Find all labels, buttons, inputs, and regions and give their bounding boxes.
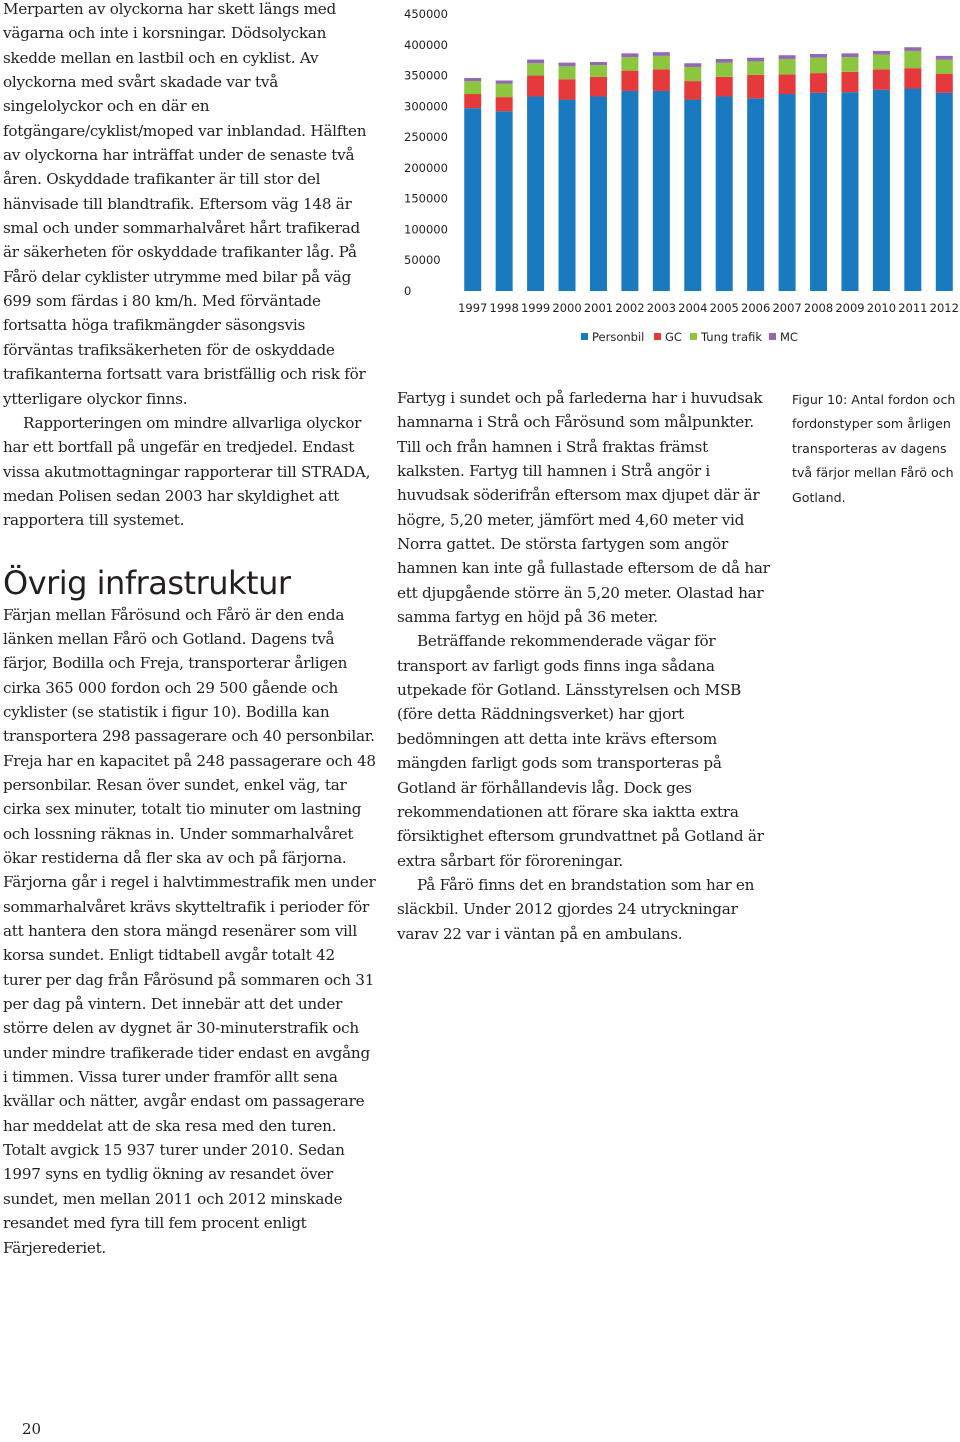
bar-segment [653, 91, 670, 291]
bar-segment [559, 66, 576, 79]
y-tick-label: 400000 [404, 37, 448, 52]
bar-segment [810, 93, 827, 291]
bar-segment [747, 98, 764, 291]
bar-segment [559, 79, 576, 99]
bar-segment [873, 90, 890, 291]
legend-swatch [654, 333, 661, 340]
y-tick-label: 0 [404, 284, 412, 298]
x-tick-label: 2010 [866, 301, 897, 315]
y-tick-label: 450000 [404, 7, 448, 21]
bar-segment [559, 100, 576, 291]
bar-segment [653, 69, 670, 91]
x-tick-label: 2002 [615, 301, 645, 315]
x-tick-label: 2004 [678, 301, 708, 315]
bar-segment [559, 63, 576, 67]
bar-segment [779, 59, 796, 74]
bar-segment [841, 72, 858, 92]
legend-label: GC [665, 330, 682, 344]
page-number: 20 [22, 1420, 42, 1438]
bar-segment [936, 60, 953, 74]
legend-label: MC [780, 330, 798, 344]
x-tick-label: 2000 [552, 301, 582, 315]
bar-segment [936, 56, 953, 60]
y-tick-label: 100000 [404, 222, 448, 237]
bar-segment [464, 108, 481, 291]
x-tick-label: 2005 [709, 301, 739, 315]
legend-label: Tung trafik [701, 330, 762, 344]
bar-segment [873, 51, 890, 55]
bar-segment [716, 77, 733, 97]
bar-segment [653, 56, 670, 70]
vehicle-chart [395, 0, 960, 352]
bar-segment [747, 58, 764, 62]
bar-segment [873, 55, 890, 70]
bar-segment [464, 94, 481, 108]
y-tick-label: 250000 [404, 130, 448, 145]
bar-segment [841, 53, 858, 57]
bar-segment [590, 65, 607, 77]
x-tick-label: 2012 [929, 301, 959, 315]
y-tick-label: 350000 [404, 68, 448, 83]
bar-segment [527, 76, 544, 97]
bar-segment [810, 73, 827, 93]
y-tick-label: 300000 [404, 99, 448, 114]
bar-segment [904, 51, 921, 68]
bar-segment [464, 81, 481, 94]
bar-segment [684, 100, 701, 291]
bar-segment [747, 61, 764, 75]
bar-segment [590, 62, 607, 65]
x-tick-label: 1997 [458, 301, 488, 315]
middle-column [397, 386, 775, 946]
left-paragraph-3: Färjan mellan Fårösund och Fårö är den enda länken mellan Fårö och Gotland. Dagens två färjor, Bodilla och Freja, transporterar årligen cirka 365 000 fordon och 29 500 gående och cyklister (se statistik i figur 10). Bodilla kan transportera 298 passagerare och 40 personbilar. Freja har en kapacitet på 248 passagerare och 48 personbilar. Resan över sundet, enkel väg, tar cirka sex minuter, totalt tio minuter om lastning och lossning räknas in. Under sommarhalvåret ökar restiderna då fler ska av och på färjorna. Färjorna går i regel i halvtimmestrafik men under sommarhalvåret krävs skytteltrafik i perioder för att hantera den stora mängd resenärer som vill korsa sundet. Enligt tidtabell avgår totalt 42 turer per dag från Fårösund på sommaren och 31 per dag på vintern. Det innebär att det under större delen av dygnet är 30-minuterstrafik och under mindre trafikerade tider endast en avgång i timmen. Vissa turer under framför allt sena kvällar och nätter, avgår endast om passagerare har meddelat att de ska resa med den turen. Totalt avgick 15 937 turer under 2010. Sedan 1997 syns en tydlig ökning av resandet över sundet, men mellan 2011 och 2012 minskade resandet med fyra till fem procent enligt Färjerederiet. [3, 605, 376, 1257]
bar-segment [716, 59, 733, 63]
bar-segment [527, 96, 544, 291]
bar-segment [496, 111, 513, 291]
bar-segment [873, 69, 890, 89]
bar-segment [496, 80, 513, 83]
x-tick-label: 2003 [646, 301, 676, 315]
bar-segment [684, 67, 701, 81]
left-paragraph-1: Merparten av olyckorna har skett längs med vägarna och inte i korsningar. Dödsolyckan skedde mellan en lastbil och en cyklist. Av olyckorna med svårt skadade var två singelolyckor och en där en fotgängare/cyklist/moped var inblandad. Hälften av olyckorna har inträffat under de senaste två åren. Oskyddade trafikanter är till stor del hänvisade till blandtrafik. Eftersom väg 148 är smal och under sommarhalvåret hårt trafikerad är säkerheten för oskyddade trafikanter låg. På Fårö delar cyklister utrymme med bilar på väg 699 som färdas i 80 km/h. Med förväntade fortsatta höga trafikmängder säsongsvis förväntas trafiksäkerheten för de oskyddade trafikanterna fortsatt vara bristfällig och risk för ytterligare olyckor finns. [3, 0, 367, 408]
x-tick-label: 2001 [583, 301, 614, 315]
x-tick-label: 1999 [520, 301, 551, 315]
mid-paragraph-1: Fartyg i sundet och på farlederna har i huvudsak hamnarna i Strå och Fårösund som målpunkter. Till och från hamnen i Strå fraktas främst kalksten. Fartyg till hamnen i Strå angör i huvudsak söderifrån eftersom max djupet där är högre, 5,20 meter, jämfört med 4,60 meter vid Norra gattet. De största fartygen som angör hamnen kan inte gå fullastade eftersom de då har ett djupgående större än 5,20 meter. Olastad har samma fartyg en höjd på 36 meter. [397, 389, 770, 627]
section-heading: Övrig infrastruktur [3, 563, 291, 602]
bar-segment [496, 84, 513, 98]
bar-segment [810, 58, 827, 73]
left-paragraph-2: Rapporteringen om mindre allvarliga olyckor har ett bortfall på ungefär en tredjedel. Endast vissa akutmottagningar rapporterar till STRADA, medan Polisen sedan 2003 har skyldighet att rapportera till systemet. [3, 413, 371, 530]
bar-segment [747, 75, 764, 98]
y-tick-label: 200000 [404, 160, 448, 175]
bar-segment [621, 71, 638, 91]
bar-segment [936, 74, 953, 93]
bar-segment [527, 63, 544, 75]
y-tick-label: 50000 [404, 253, 441, 268]
bar-segment [684, 63, 701, 67]
mid-paragraph-3: På Fårö finns det en brandstation som har en släckbil. Under 2012 gjordes 24 utryckningar varav 22 var i väntan på en ambulans. [397, 875, 755, 943]
bar-segment [590, 96, 607, 291]
bar-segment [621, 57, 638, 71]
left-column [3, 0, 377, 1260]
x-tick-label: 2011 [898, 301, 928, 315]
bar-segment [621, 53, 638, 57]
bar-segment [841, 92, 858, 291]
bar-segment [936, 93, 953, 291]
bar-segment [810, 54, 827, 58]
legend-label: Personbil [592, 330, 645, 344]
legend-swatch [581, 333, 588, 340]
bar-segment [653, 52, 670, 56]
bar-segment [527, 60, 544, 64]
y-tick-label: 150000 [404, 191, 448, 206]
mid-paragraph-2: Beträffande rekommenderade vägar för transport av farligt gods finns inga sådana utpekade för Gotland. Länsstyrelsen och MSB (före detta Räddningsverket) har gjort bedömningen att detta inte krävs eftersom mängden farligt gods som transporteras på Gotland är förhållandevis låg. Dock ges rekommendationen att förare ska iaktta extra försiktighet eftersom grundvattnet på Gotland är extra sårbart för föroreningar. [397, 632, 764, 870]
bar-segment [779, 74, 796, 94]
bar-segment [464, 78, 481, 81]
figure-caption: Figur 10: Antal fordon och fordonstyper som årligen transporteras av dagens två färjor mellan Fårö och Gotland. [792, 392, 956, 505]
x-tick-label: 1998 [489, 301, 519, 315]
bar-segment [621, 91, 638, 291]
x-tick-label: 2009 [835, 301, 865, 315]
bar-segment [841, 57, 858, 72]
bar-segment [716, 63, 733, 77]
bar-segment [779, 55, 796, 59]
bar-segment [684, 81, 701, 99]
bar-segment [779, 94, 796, 291]
bar-segment [904, 68, 921, 88]
bar-segment [496, 97, 513, 111]
bar-segment [590, 77, 607, 97]
bar-segment [904, 88, 921, 291]
legend-swatch [769, 333, 776, 340]
bar-segment [904, 47, 921, 51]
x-tick-label: 2008 [803, 301, 834, 315]
x-tick-label: 2006 [741, 301, 771, 315]
bar-segment [716, 96, 733, 291]
x-tick-label: 2007 [772, 301, 802, 315]
legend-swatch [690, 333, 697, 340]
